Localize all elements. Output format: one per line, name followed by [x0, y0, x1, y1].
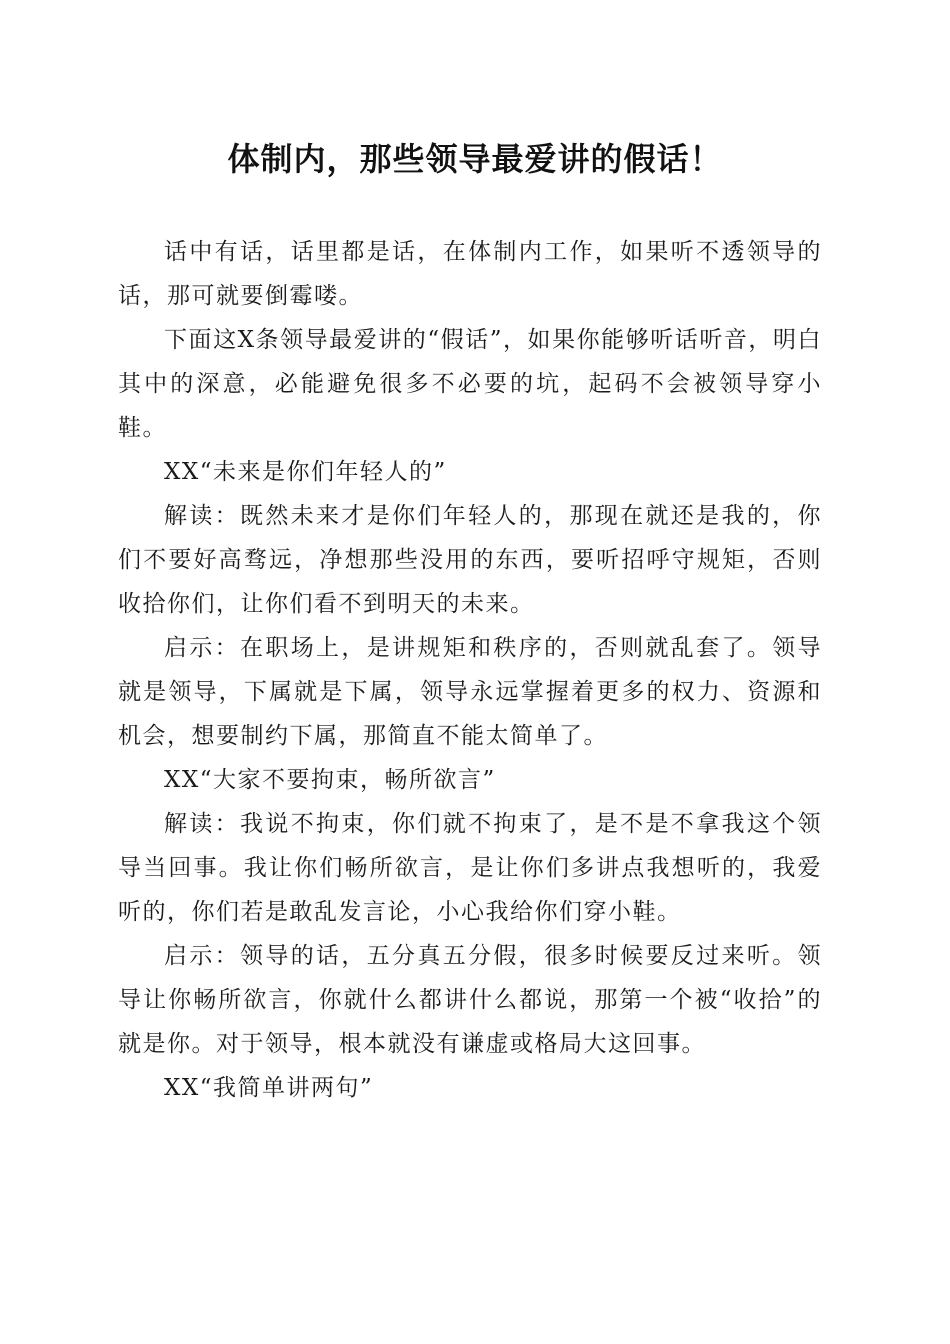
paragraph: 启示：在职场上，是讲规矩和秩序的，否则就乱套了。领导就是领导，下属就是下属，领导永远掌握着更多的权力、资源和机会，想要制约下属，那简直不能太简单了。: [118, 635, 822, 749]
paragraph: 启示：领导的话，五分真五分假，很多时候要反过来听。领导让你畅所欲言，你就什么都讲什么都说，那第一个被“收拾”的就是你。对于领导，根本就没有谦虚或格局大这回事。: [118, 943, 822, 1057]
section-heading: XX“我简单讲两句”: [164, 1075, 374, 1101]
document-body: [118, 230, 822, 1110]
paragraph: 解读：既然未来才是你们年轻人的，那现在就还是我的，你们不要好高骛远，净想那些没用的东西，要听招呼守规矩，否则收拾你们，让你们看不到明天的未来。: [118, 503, 822, 617]
paragraph: 下面这X条领导最爱讲的“假话”，如果你能够听话听音，明白其中的深意，必能避免很多不必要的坑，起码不会被领导穿小鞋。: [118, 327, 822, 441]
section-heading: XX“大家不要拘束，畅所欲言”: [164, 767, 496, 793]
paragraph: 解读：我说不拘束，你们就不拘束了，是不是不拿我这个领导当回事。我让你们畅所欲言，是让你们多讲点我想听的，我爱听的，你们若是敢乱发言论，小心我给你们穿小鞋。: [118, 811, 822, 925]
document-title: 体制内，那些领导最爱讲的假话！: [227, 140, 723, 178]
section-heading: XX“未来是你们年轻人的”: [164, 459, 447, 485]
paragraph: 话中有话，话里都是话，在体制内工作，如果听不透领导的话，那可就要倒霉喽。: [118, 239, 822, 309]
